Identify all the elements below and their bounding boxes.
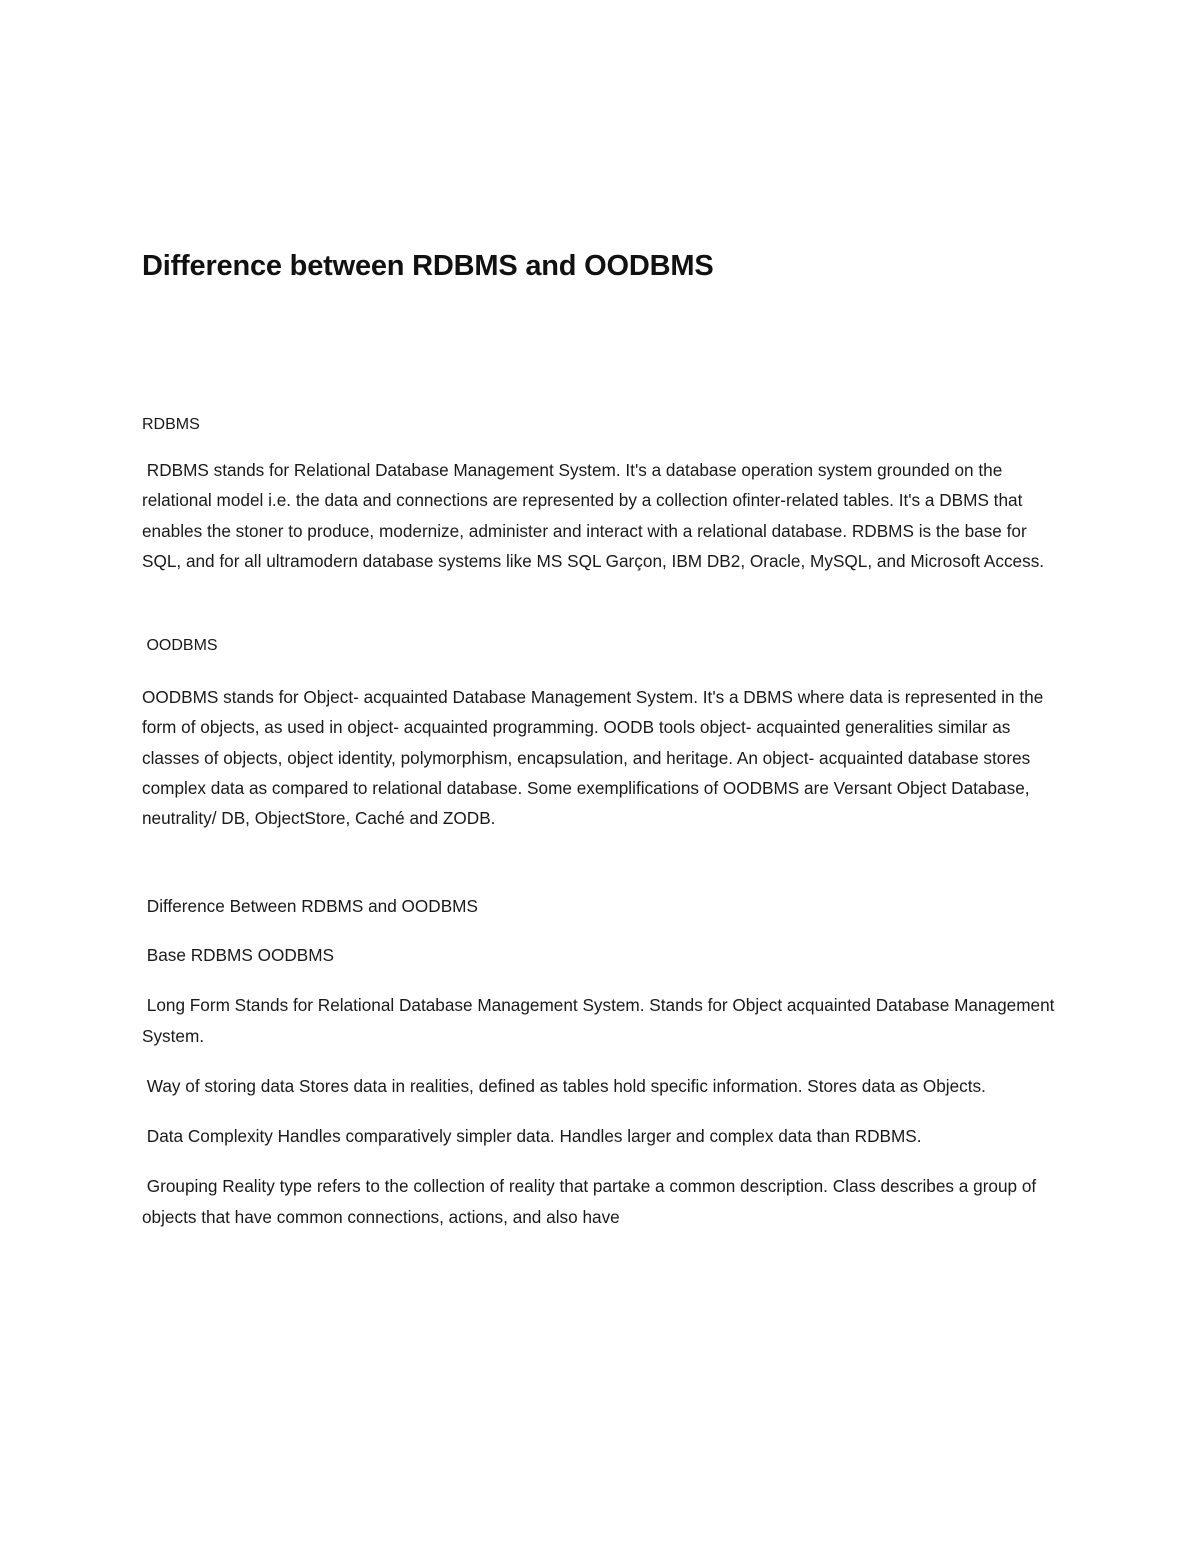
rdbms-paragraph: RDBMS stands for Relational Database Management System. It's a database operation system grounded on the relational model i.e. the data and connections are represented by a collection ofinter-related tables. It's a DBMS that enables the stoner to produce, modernize, administer and interact with a relational database. RDBMS is the base for SQL, and for all ultramodern database systems like MS SQL Garçon, IBM DB2, Oracle, MySQL, and Microsoft Access. <box>142 460 1045 571</box>
comparison-header-row: Base RDBMS OODBMS <box>142 944 334 965</box>
oodbms-heading: OODBMS <box>142 637 218 655</box>
comparison-row-grouping: Grouping Reality type refers to the collection of reality that partake a common description. Class describes a group of objects that have common connections, actions, and also have <box>142 1176 1041 1227</box>
rdbms-heading: RDBMS <box>142 416 200 433</box>
comparison-heading: Difference Between RDBMS and OODBMS <box>142 895 478 916</box>
oodbms-paragraph: OODBMS stands for Object- acquainted Database Management System. It's a DBMS where data is represented in the form of objects, as used in object- acquainted programming. OODB tools object- acquainted generalities similar as classes of objects, object identity, polymorphism, encapsulation, and heritage. An object- acquainted database stores complex data as compared to relational database. Some exemplifications of OODBMS are Versant Object Database, neutrality/ DB, ObjectStore, Caché and ZODB. <box>142 687 1044 829</box>
document-title: Difference between RDBMS and OODBMS <box>142 250 714 282</box>
comparison-row-storing-data: Way of storing data Stores data in realities, defined as tables hold specific information. Stores data as Objects. <box>142 1075 986 1096</box>
document-content <box>142 248 1062 1232</box>
comparison-row-long-form: Long Form Stands for Relational Database Management System. Stands for Object acquainted Database Management System. <box>142 995 1060 1046</box>
comparison-row-data-complexity: Data Complexity Handles comparatively simpler data. Handles larger and complex data than RDBMS. <box>142 1126 922 1147</box>
